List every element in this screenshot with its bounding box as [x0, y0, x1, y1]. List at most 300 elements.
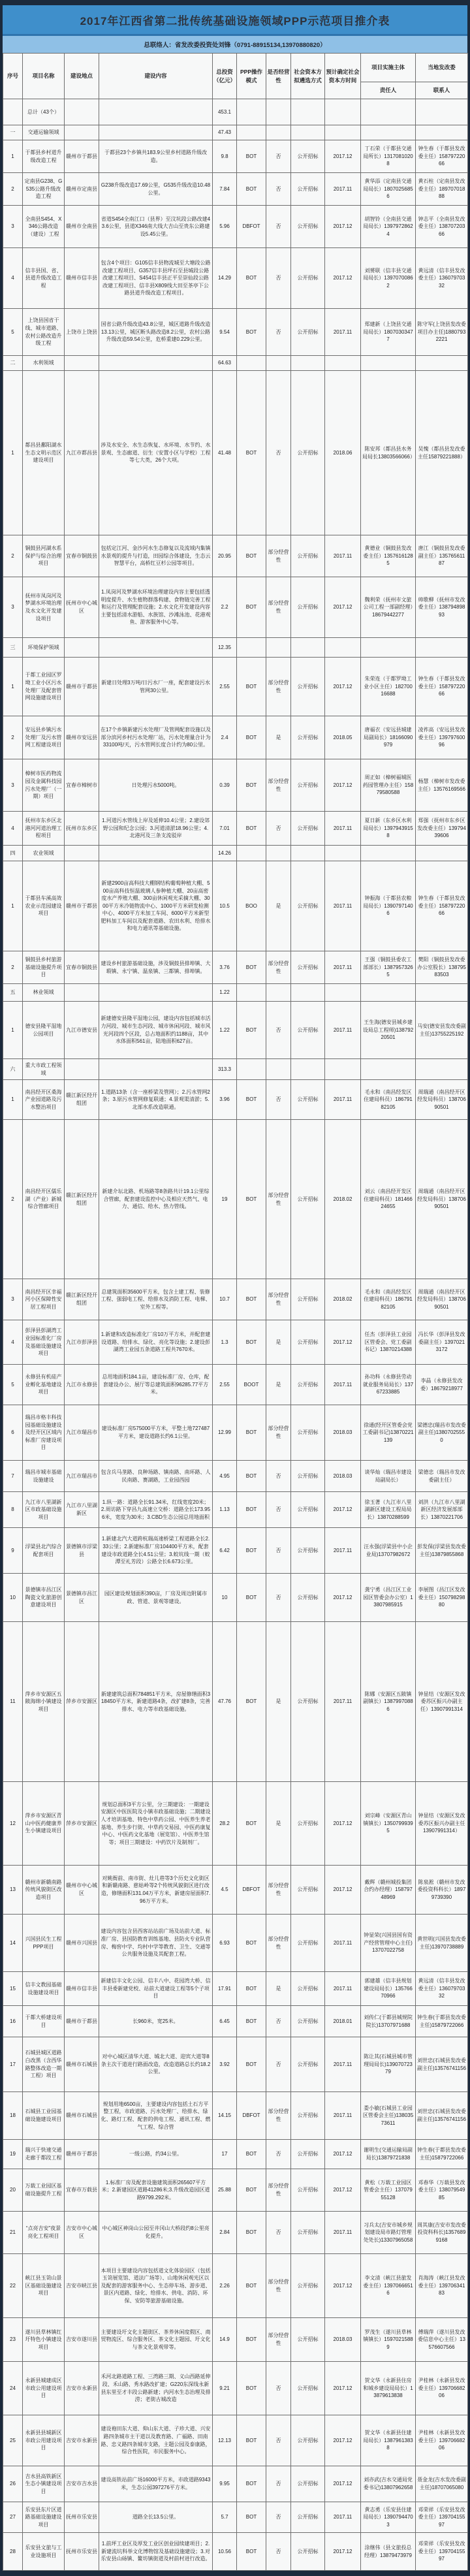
cell-owner — [361, 125, 416, 140]
cell-op: 是 — [266, 1972, 291, 2006]
cell-time: 2017.11 — [325, 2092, 361, 2140]
project-row — [3, 716, 468, 759]
cell-op — [266, 638, 291, 658]
project-row — [3, 1365, 468, 1405]
cell-loc: 上饶市上饶县 — [65, 309, 99, 356]
project-row — [3, 2092, 468, 2140]
cell-desc: 包括定江河、金沙河水生态修复以及流域内集镇水景观的提升与打造，田园综合体建设，生态云智慧平台，高桥红豆杉公园等项目。 — [99, 535, 213, 577]
cell-time: 2017.11 — [325, 812, 361, 846]
cell-no: 四 — [3, 846, 23, 861]
cell-loc: 赣州市兴国县 — [65, 1915, 99, 1972]
cell-sel: 公开招标 — [291, 2466, 325, 2502]
cell-time: 2017.11 — [325, 2212, 361, 2254]
cell-desc: 总用地面积184.1亩，建设标准厂房、仓库，配套建设办公、展厅等总建筑面积96285.77平方米。 — [99, 1365, 213, 1405]
cell-time: 2018.02 — [325, 1120, 361, 1279]
cell-sel: 公开招标 — [291, 2092, 325, 2140]
cell-inv: 5.7 — [213, 2502, 237, 2533]
cell-name: 德安县隆平湿地公园项目 — [23, 1002, 65, 1059]
cell-time: 2018.02 — [325, 1279, 361, 1320]
cell-no: 3 — [3, 1279, 23, 1320]
cell-op: 部分经营性 — [266, 1405, 291, 1461]
cell-desc: 于都县23个乡镇共183.9公里乡村道路升级改造。 — [99, 140, 213, 173]
cell-owner: 朱荣连（于都罗坳工业小区主任）18270016688 — [361, 658, 416, 716]
cell-op: 否 — [266, 2037, 291, 2092]
cell-inv: 6.45 — [213, 2006, 237, 2037]
cell-loc: 赣州市全南县 — [65, 206, 99, 248]
cell-owner: 刘宗峰（安源区青山镇镇长）13507999395 — [361, 1782, 416, 1866]
cell-sel: 公开招标 — [291, 248, 325, 309]
cell-desc: 对中心城区清华大道、城北大道、迎宾大道等8条主次干道进行路面改造，改造道路总长约18.2公里。 — [99, 2037, 213, 2092]
cell-inv: 1.22 — [213, 1002, 237, 1059]
cell-time: 2017.12 — [325, 248, 361, 309]
project-row — [3, 1120, 468, 1279]
cell-inv: 12.35 — [213, 638, 237, 658]
project-row — [3, 1320, 468, 1365]
cell-sel: 公开招标 — [291, 1320, 325, 1365]
cell-ndrc — [416, 984, 468, 1002]
cell-mode: BOT — [237, 2362, 266, 2415]
cell-owner: 黄德业（铜鼓县发改委主任）13576161285 — [361, 535, 416, 577]
cell-sel: 公开招标 — [291, 951, 325, 984]
cell-owner — [361, 984, 416, 1002]
cell-mode — [237, 356, 266, 371]
header-row-1 — [3, 54, 468, 82]
cell-loc: 赣江新区经开组团 — [65, 1080, 99, 1120]
cell-loc: 宜春市铜鼓县 — [65, 535, 99, 577]
cell-inv: 3.76 — [213, 951, 237, 984]
project-row — [3, 1782, 468, 1866]
cell-sel: 公开招标 — [291, 1782, 325, 1866]
cell-ndrc: 帅歌柳（抚州市发改委主任）13879489893 — [416, 577, 468, 638]
cell-loc: 吉安市遂川县 — [65, 2318, 99, 2362]
cell-owner: 戴辉（赣州城投集团合约办经理）15879748969 — [361, 1866, 416, 1915]
cell-inv: 9.8 — [213, 140, 237, 173]
cell-mode: BOT — [237, 812, 266, 846]
cell-sel — [291, 356, 325, 371]
section-row — [3, 638, 468, 658]
cell-mode: BOT — [237, 1002, 266, 1059]
cell-desc: 1.纵一路：道路全长91.34米，红线宽度20米；2.周访路下穿昌九高速立交桥：道路全长173.956米，宽度为30米；3.CBD生态公园总用地面积 — [99, 1492, 213, 1528]
cell-sel: 公开招标 — [291, 2006, 325, 2037]
cell-loc — [65, 1059, 99, 1080]
cell-name: 九江市八里湖新区市政基础设施项目 — [23, 1492, 65, 1528]
cell-loc: 赣州市于都县 — [65, 2006, 99, 2037]
cell-inv: 3.96 — [213, 1080, 237, 1120]
cell-no: 3 — [3, 206, 23, 248]
project-row — [3, 812, 468, 846]
cell-sel: 公开招标 — [291, 1080, 325, 1120]
cell-sel — [291, 99, 325, 125]
cell-sel: 公开招标 — [291, 2362, 325, 2415]
cell-op: 部分经营性 — [266, 759, 291, 812]
cell-desc: 新建建筑总面积784851平方米，房屋修缮面积318450平方米，新建道路4条，改扩建8条，完善排水、电力等市政基础设施。 — [99, 1622, 213, 1782]
cell-desc: 一级公路，约34公里。 — [99, 2140, 213, 2169]
cell-sel: 公开招标 — [291, 535, 325, 577]
cell-op: 否 — [266, 2212, 291, 2254]
project-row — [3, 2212, 468, 2254]
cell-no: 三 — [3, 638, 23, 658]
cell-mode: BOT — [237, 371, 266, 535]
cell-owner: 丁石荣（于都县交通局所长）13170810208 — [361, 140, 416, 173]
cell-no: 1 — [3, 1080, 23, 1120]
cell-sel: 公开招标 — [291, 140, 325, 173]
cell-time — [325, 846, 361, 861]
section-row — [3, 984, 468, 1002]
cell-loc: 九江市瑞昌市 — [65, 1461, 99, 1492]
project-row — [3, 2169, 468, 2212]
cell-desc: 在17个乡镇新建污水处理厂及管网配套设施以及部分滨河乡村污水处理厂站，污水处理量合计为33100吨/天，污水管网长度合计约为80公里。 — [99, 716, 213, 759]
cell-name: 遂川县草林镇红圩特色小镇建设项目 — [23, 2318, 65, 2362]
cell-desc — [99, 846, 213, 861]
cell-sel: 公开招标 — [291, 1365, 325, 1405]
cell-ndrc — [416, 846, 468, 861]
cell-inv: 9.21 — [213, 2362, 237, 2415]
cell-desc: 本项目主要建设内容包括道文化体验园区（包括玉笥展览馆、道法广场等）、山地休闲观光区以及配套的游客服务中心、生态停车场、游步道、景区内道路、绿化、给排水、供电、消防、环保、安防等旅游基础设施。 — [99, 2254, 213, 2318]
cell-loc: 赣州市中心城区 — [65, 1866, 99, 1915]
cell-name: 抚州市凤岗河及梦湖水环境治理及水文化开发建设项目 — [23, 577, 65, 638]
cell-sel: 公开招标 — [291, 173, 325, 206]
cell-sel: 公开招标 — [291, 716, 325, 759]
cell-time: 2017.11 — [325, 1622, 361, 1782]
cell-mode: BOT — [237, 1915, 266, 1972]
cell-desc: 建设高铁站前广场16000平方米，市政道路9343米，生态公园397276平方米。 — [99, 2466, 213, 2502]
section-row — [3, 125, 468, 140]
cell-mode — [237, 99, 266, 125]
cell-inv: 2.26 — [213, 2254, 237, 2318]
cell-mode: BOT — [237, 2169, 266, 2212]
cell-loc — [65, 846, 99, 861]
cell-op: 否 — [266, 2362, 291, 2415]
cell-inv: 6.93 — [213, 1915, 237, 1972]
column-header-1: 项目名称 — [23, 54, 65, 99]
cell-owner: 黄松（万载工业园区管委会主任）13707955128 — [361, 2169, 416, 2212]
project-row — [3, 1492, 468, 1528]
cell-time: 2017.11 — [325, 309, 361, 356]
cell-ndrc: 马安(德安县发改委副主任)13755225192 — [416, 1002, 468, 1059]
cell-time: 2017.11 — [325, 535, 361, 577]
cell-mode: BOT — [237, 1492, 266, 1528]
cell-mode — [237, 125, 266, 140]
cell-name: “点亮吉安”夜景亮化工程项目 — [23, 2212, 65, 2254]
cell-desc: 建设乡村旅游基础设施，涉及铜鼓县排埠镇、大塅镇、永宁镇、温泉镇、三都镇、排埠镇。 — [99, 951, 213, 984]
cell-op: 否 — [266, 309, 291, 356]
project-row — [3, 2502, 468, 2533]
cell-ndrc: 唐江（铜鼓县发改委副主任）13576561187 — [416, 535, 468, 577]
cell-time: 2017.11 — [325, 951, 361, 984]
cell-ndrc: 钟显结（安源区发改委苏区振兴办副主任）13907991314 — [416, 1622, 468, 1782]
cell-ndrc: 周瑞通（南昌经开区经发局科员）13870690501 — [416, 1120, 468, 1279]
column-subheader-10: 联系人 — [416, 82, 468, 99]
cell-name: 于都县乡村道升级改造工程 — [23, 140, 65, 173]
cell-no: 3 — [3, 577, 23, 638]
cell-loc: 宜春市铜鼓县 — [65, 951, 99, 984]
cell-mode: BOT — [237, 2318, 266, 2362]
cell-owner — [361, 1059, 416, 1080]
general-contact-line: 总联络人：省发改委投资处刘锋（0791-88915134,13970880820） — [3, 36, 467, 53]
page-title: 2017年江西省第二批传统基础设施领域PPP示范项目推介表 — [3, 5, 467, 34]
cell-name: 定南县G238、G535公路升级改造工程 — [23, 173, 65, 206]
cell-inv: 9.95 — [213, 2466, 237, 2502]
cell-owner: 龚宁勇（昌江区工业园区管委会办公室）13807985915 — [361, 1574, 416, 1622]
cell-time: 2017.12 — [325, 2169, 361, 2212]
cell-loc: 九江市都昌县 — [65, 371, 99, 535]
project-row — [3, 2037, 468, 2092]
cell-ndrc: 钟生春（于都县发改委主任）15879722066 — [416, 658, 468, 716]
cell-op: 否 — [266, 1461, 291, 1492]
cell-loc: 赣州市安远县 — [65, 716, 99, 759]
cell-op: 否 — [266, 173, 291, 206]
cell-sel: 公开招标 — [291, 1622, 325, 1782]
cell-no: 2 — [3, 716, 23, 759]
cell-owner: 徐玉著（九江市八里湖新区建设工程局局长）13870288599 — [361, 1492, 416, 1528]
cell-sel: 公开招标 — [291, 658, 325, 716]
cell-desc — [99, 125, 213, 140]
cell-owner — [361, 356, 416, 371]
cell-name: 永新县县城新区市政公用建设项目 — [23, 2415, 65, 2466]
cell-mode: BOT — [237, 759, 266, 812]
column-subheader-9: 责任人 — [361, 82, 416, 99]
cell-name: 萍乡市安源区五陂海绵小镇建设项目 — [23, 1622, 65, 1782]
cell-owner: 罗茂生（遂川县草林镇镇长）15970215889 — [361, 2318, 416, 2362]
cell-mode: BOT — [237, 2254, 266, 2318]
cell-owner: 徐通(经开区管委会党工委副书记)13870221139 — [361, 1405, 416, 1461]
cell-op: 否 — [266, 2466, 291, 2502]
cell-ndrc: 钟志平（全南县发改委主任）13870720366 — [416, 206, 468, 248]
cell-op: 是 — [266, 861, 291, 951]
cell-inv: 5.96 — [213, 206, 237, 248]
cell-inv: 64.63 — [213, 356, 237, 371]
cell-ndrc — [416, 125, 468, 140]
cell-sel: 公开招标 — [291, 2212, 325, 2254]
cell-ndrc: 郑强（抚州市东乡区发改委主任）13979439606 — [416, 812, 468, 846]
cell-name: 赣州市新赣南路传统风貌街区改造项目 — [23, 1866, 65, 1915]
cell-loc — [65, 356, 99, 371]
cell-no: 4 — [3, 1320, 23, 1365]
cell-desc: 对姚衙前、南市街、灶儿巷等3个历史文化街区和新赣南路、慈姑岭等2个传统风貌街区进行改造，修缮面积131.04万平方米，新建房屋面积7.96万平方米。 — [99, 1866, 213, 1915]
cell-name: 兴国县民生工程PPP项目 — [23, 1915, 65, 1972]
cell-no: 2 — [3, 1120, 23, 1279]
projects-table — [3, 53, 468, 2571]
cell-name: 铜鼓县河湖水系保护与综合治理项目 — [23, 535, 65, 577]
column-header-4: 总投资（亿元） — [213, 54, 237, 99]
column-header-9: 项目实施主体 — [361, 54, 416, 82]
cell-desc: 包含4个项目：G105信丰县物流城至大塘段公路改建工程项目、G357信丰县坪石至县城段公路改建工程项目、S454信丰县正平至崇仙段公路改建工程项目、信丰县X809线大田至茶亭下公路县道升级改造工程项目。 — [99, 248, 213, 309]
cell-inv: 0.39 — [213, 759, 237, 812]
column-header-0: 序号 — [3, 54, 23, 99]
cell-op: 部分经营性 — [266, 1120, 291, 1279]
cell-time — [325, 99, 361, 125]
cell-ndrc: 黄远清（信丰县发改委主任）13607970332 — [416, 248, 468, 309]
cell-loc: 吉安市峡江县 — [65, 2254, 99, 2318]
cell-desc — [99, 638, 213, 658]
cell-loc: 宜春市万载县 — [65, 2169, 99, 2212]
cell-no: 12 — [3, 1782, 23, 1866]
cell-sel: 公开招标 — [291, 2502, 325, 2533]
project-row — [3, 173, 468, 206]
cell-no: 13 — [3, 1866, 23, 1915]
project-row — [3, 951, 468, 984]
cell-ndrc: 李展图（昌江区发改委主任）15079829880 — [416, 1574, 468, 1622]
project-row — [3, 658, 468, 716]
cell-loc: 景德镇市昌江区 — [65, 1574, 99, 1622]
cell-loc: 九江市彭泽县 — [65, 1320, 99, 1365]
cell-inv: 17 — [213, 2140, 237, 2169]
cell-name: 环境保护领域 — [23, 638, 65, 658]
cell-op: 否 — [266, 2415, 291, 2466]
cell-op: 否 — [266, 1492, 291, 1528]
project-row — [3, 2415, 468, 2466]
cell-owner: 黄华添（定南县交通局局长）18070256856 — [361, 173, 416, 206]
cell-inv: 47.76 — [213, 1622, 237, 1782]
cell-name: 于都工业园区罗坳工业小区污水处理厂及配套管网设施建设项目 — [23, 658, 65, 716]
cell-desc: 1.前坪工业区及厚发工业区创业园续建项目；2.新建流坑科举文化博物馆及基础设施建设；3.对乐安县山砀镇、鳌坊镇街道及村前村进行改造。 — [99, 2533, 213, 2571]
cell-mode: BOT — [237, 2533, 266, 2571]
project-row — [3, 1405, 468, 1461]
cell-name: 石城县城区道路白改黑（含西华路整体改造一期工程）项目 — [23, 2037, 65, 2092]
cell-inv: 453.1 — [213, 99, 237, 125]
cell-owner: 钟显荣(兴国县国有资产经营管理中心主任)13707022758 — [361, 1915, 416, 1972]
cell-time — [325, 1059, 361, 1080]
cell-inv: 7.01 — [213, 812, 237, 846]
cell-time: 2017.12 — [325, 2415, 361, 2466]
cell-sel: 公开招标 — [291, 1002, 325, 1059]
cell-op: 否 — [266, 248, 291, 309]
cell-ndrc: 刘世忠(石城县发改委副主任)13576741156 — [416, 2037, 468, 2092]
project-row — [3, 1972, 468, 2006]
project-row — [3, 206, 468, 248]
cell-mode: BOT — [237, 2466, 266, 2502]
project-row — [3, 309, 468, 356]
cell-no: 4 — [3, 248, 23, 309]
cell-loc: 赣州市于都县 — [65, 658, 99, 716]
cell-desc: 涉及水安全、水生态恢复、水环境、水节约、水景观、生态廊道、衍生（安置小区与学校）工程等七大类，26个大项。 — [99, 371, 213, 535]
cell-name: 永新县城建成区市政公用建设项目 — [23, 2362, 65, 2415]
cell-ndrc — [416, 638, 468, 658]
cell-inv: 4.95 — [213, 1461, 237, 1492]
project-row — [3, 1574, 468, 1622]
cell-inv: 14.26 — [213, 846, 237, 861]
cell-name: 吉水县高铁新区生态小镇建设项目 — [23, 2466, 65, 2502]
cell-ndrc: 邓荣祥（乐安县发改委主任）13970415597 — [416, 2533, 468, 2571]
project-row — [3, 1461, 468, 1492]
cell-op: 否 — [266, 2533, 291, 2571]
cell-time: 2017.12 — [325, 759, 361, 812]
cell-no: 20 — [3, 2169, 23, 2212]
cell-inv: 20.95 — [213, 535, 237, 577]
cell-ndrc: 冯长华（彭泽县发改委副主任）13970213172 — [416, 1320, 468, 1365]
cell-name: 上饶县国省干线、城市道路、农村公路改造升级工程 — [23, 309, 65, 356]
cell-time: 2017.11 — [325, 1002, 361, 1059]
cell-name: 瑞兴于快速交通走廊于都段工程 — [23, 2140, 65, 2169]
cell-no: 11 — [3, 1622, 23, 1782]
cell-time: 2018.06 — [325, 371, 361, 535]
cell-no: 21 — [3, 2212, 23, 2254]
cell-time: 2017.12 — [325, 2254, 361, 2318]
cell-no: 9 — [3, 1528, 23, 1574]
project-row — [3, 577, 468, 638]
cell-op: 部分经营性 — [266, 535, 291, 577]
cell-owner: 郭建雄（信丰县规划建设局局长）13576670966 — [361, 1972, 416, 2006]
cell-sel: 公开招标 — [291, 861, 325, 951]
cell-time: 2017.11 — [325, 1915, 361, 1972]
cell-loc: 景德镇市浮梁县 — [65, 1528, 99, 1574]
cell-loc: 赣江新区经开组团 — [65, 1279, 99, 1320]
cell-inv: 41.48 — [213, 371, 237, 535]
cell-owner: 唐福衣（安远县城建局副局长）18166090979 — [361, 716, 416, 759]
cell-time: 2017.11 — [325, 2502, 361, 2533]
cell-mode: BOT — [237, 1320, 266, 1365]
cell-owner: 刘亦武(吉水交通局党委书记)13807962658 — [361, 2466, 416, 2502]
cell-no: 1 — [3, 658, 23, 716]
cell-time: 2017.12 — [325, 658, 361, 716]
cell-ndrc — [416, 356, 468, 371]
cell-name: 总计（43个） — [23, 99, 65, 125]
project-row — [3, 1915, 468, 1972]
cell-desc: 省道S454全南江口（县界）至汶坑段公路改建43.6公里，县道X346南大线大吉山至贵东公路建设5.45公里。 — [99, 206, 213, 248]
cell-op — [266, 99, 291, 125]
cell-inv: 28.2 — [213, 1782, 237, 1866]
cell-sel — [291, 125, 325, 140]
cell-name: 瑞昌市格丰科技园基础设施建设及经开区区域内标准厂房建设项目 — [23, 1405, 65, 1461]
cell-time: 2017.12 — [325, 2533, 361, 2571]
section-row — [3, 1059, 468, 1080]
cell-time: 2018.03 — [325, 1461, 361, 1492]
cell-loc: 抚州市乐安县 — [65, 2533, 99, 2571]
cell-ndrc: 樊阳（铜鼓县发改委办公室股长）13879583503 — [416, 951, 468, 984]
cell-ndrc: 周其康(吉安市发改委投资科科长)13576899168 — [416, 2212, 468, 2254]
cell-op: 否 — [266, 206, 291, 248]
cell-mode: BOT — [237, 1972, 266, 2006]
cell-inv: 25.88 — [213, 2169, 237, 2212]
cell-mode: BOT — [237, 658, 266, 716]
cell-sel: 公开招标 — [291, 2318, 325, 2362]
cell-no: 1 — [3, 1002, 23, 1059]
cell-op — [266, 356, 291, 371]
cell-inv: 2.84 — [213, 2212, 237, 2254]
cell-inv: 10.7 — [213, 1279, 237, 1320]
cell-time: 2017.12 — [325, 1782, 361, 1866]
cell-time: 2017.12 — [325, 1320, 361, 1365]
cell-inv: 2.55 — [213, 658, 237, 716]
cell-time — [325, 356, 361, 371]
cell-ndrc: 邓荣祥（乐安县发改委主任）13970415597 — [416, 2502, 468, 2533]
column-header-3: 建设内容 — [99, 54, 213, 99]
cell-no: 22 — [3, 2254, 23, 2318]
cell-loc — [65, 125, 99, 140]
cell-sel — [291, 638, 325, 658]
cell-ndrc: 钟生春（于都县发改委主任）15879722066 — [416, 140, 468, 173]
cell-inv: 313.3 — [213, 1059, 237, 1080]
column-header-10: 当地发改委 — [416, 54, 468, 82]
project-row — [3, 1279, 468, 1320]
cell-loc: 赣江新区经开组团 — [65, 1120, 99, 1279]
cell-ndrc: 梁德忠（瑞昌市发改委副主任） — [416, 1461, 468, 1492]
cell-ndrc: 李晶（永修县发改委）18679218977 — [416, 1365, 468, 1405]
cell-ndrc: 黄远清（信丰县发改委主任）13607970332 — [416, 1972, 468, 2006]
cell-name: 于都县车溪高效农业示范园建设项目 — [23, 861, 65, 951]
cell-desc: 建设标准厂房575000平方米，平整土地727487平方米，建设道路长约6.1公里。 — [99, 1405, 213, 1461]
cell-sel: 公开招标 — [291, 2533, 325, 2571]
cell-sel: 公开招标 — [291, 577, 325, 638]
cell-inv: 6.42 — [213, 1528, 237, 1574]
cell-sel — [291, 1059, 325, 1080]
cell-owner: 毛永和（南昌经发区住建局科员）18679182105 — [361, 1080, 416, 1120]
cell-no: 24 — [3, 2362, 23, 2415]
cell-desc: 道路全长13.5公里。 — [99, 2502, 213, 2533]
cell-op: 部分经营性 — [266, 2092, 291, 2140]
cell-no: 18 — [3, 2092, 23, 2140]
cell-inv: 10.5 — [213, 861, 237, 951]
